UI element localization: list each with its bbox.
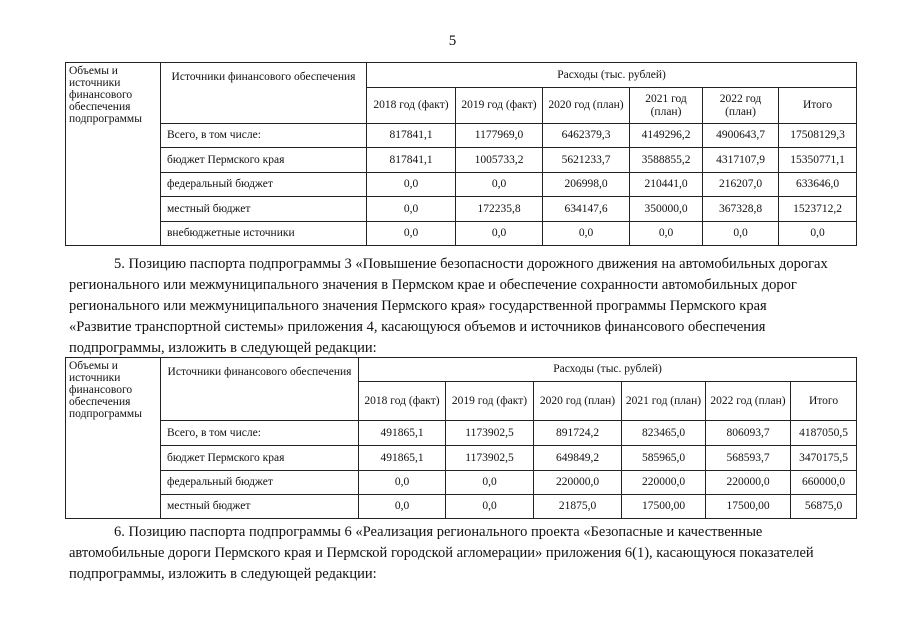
table-row xyxy=(66,148,857,173)
year-header: 2019 год (факт) xyxy=(446,382,534,421)
table-row xyxy=(66,124,857,148)
value-cell: 220000,0 xyxy=(706,471,791,495)
year-header: 2022 год (план) xyxy=(703,88,779,124)
funding-table-subprogram-2 xyxy=(65,62,857,246)
paragraph-line: подпрограммы, изложить в следующей редакции: xyxy=(69,340,377,356)
total-header: Итого xyxy=(779,88,857,124)
paragraph-line: регионального или межмуниципального значения Пермского края» государственной программы Пермского края xyxy=(69,298,767,314)
value-cell: 4187050,5 xyxy=(791,421,857,446)
table-row xyxy=(66,446,857,471)
expenses-header: Расходы (тыс. рублей) xyxy=(367,63,857,88)
paragraph-line: 6. Позицию паспорта подпрограммы 6 «Реализация регионального проекта «Безопасные и качественные xyxy=(114,524,763,540)
year-header: 2021 год (план) xyxy=(630,88,703,124)
value-cell: 1173902,5 xyxy=(446,446,534,471)
value-cell: 15350771,1 xyxy=(779,148,857,173)
table-row xyxy=(66,173,857,197)
value-cell: 817841,1 xyxy=(367,148,456,173)
value-cell: 491865,1 xyxy=(359,446,446,471)
funding-table-subprogram-3 xyxy=(65,357,857,519)
value-cell: 216207,0 xyxy=(703,173,779,197)
value-cell: 17500,00 xyxy=(622,495,706,519)
source-cell: бюджет Пермского края xyxy=(161,148,367,173)
table-row xyxy=(66,197,857,222)
value-cell: 0,0 xyxy=(367,173,456,197)
value-cell: 5621233,7 xyxy=(543,148,630,173)
page-number: 5 xyxy=(448,33,457,49)
value-cell: 56875,0 xyxy=(791,495,857,519)
value-cell: 4149296,2 xyxy=(630,124,703,148)
value-cell: 0,0 xyxy=(703,222,779,246)
table-row xyxy=(66,495,857,519)
table-row xyxy=(66,421,857,446)
value-cell: 17508129,3 xyxy=(779,124,857,148)
value-cell: 220000,0 xyxy=(622,471,706,495)
value-cell: 817841,1 xyxy=(367,124,456,148)
value-cell: 4900643,7 xyxy=(703,124,779,148)
value-cell: 0,0 xyxy=(359,471,446,495)
year-header: 2020 год (план) xyxy=(543,88,630,124)
value-cell: 6462379,3 xyxy=(543,124,630,148)
year-header: 2021 год (план) xyxy=(622,382,706,421)
value-cell: 1177969,0 xyxy=(456,124,543,148)
value-cell: 491865,1 xyxy=(359,421,446,446)
value-cell: 0,0 xyxy=(359,495,446,519)
value-cell: 220000,0 xyxy=(534,471,622,495)
paragraph-6 xyxy=(69,522,866,585)
value-cell: 1173902,5 xyxy=(446,421,534,446)
source-cell: бюджет Пермского края xyxy=(161,446,359,471)
paragraph-line: «Развитие транспортной системы» приложения 4, касающуюся объемов и источников финансового обеспечения xyxy=(69,319,766,335)
sources-header: Источники финансового обеспечения xyxy=(161,63,367,124)
year-header: 2018 год (факт) xyxy=(367,88,456,124)
value-cell: 633646,0 xyxy=(779,173,857,197)
table-row xyxy=(66,222,857,246)
value-cell: 806093,7 xyxy=(706,421,791,446)
paragraph-line: подпрограммы, изложить в следующей редакции: xyxy=(69,566,377,582)
source-cell: федеральный бюджет xyxy=(161,471,359,495)
value-cell: 0,0 xyxy=(543,222,630,246)
source-cell: внебюджетные источники xyxy=(161,222,367,246)
value-cell: 660000,0 xyxy=(791,471,857,495)
value-cell: 3588855,2 xyxy=(630,148,703,173)
value-cell: 3470175,5 xyxy=(791,446,857,471)
value-cell: 649849,2 xyxy=(534,446,622,471)
value-cell: 0,0 xyxy=(446,495,534,519)
total-header: Итого xyxy=(791,382,857,421)
year-header: 2020 год (план) xyxy=(534,382,622,421)
value-cell: 210441,0 xyxy=(630,173,703,197)
source-cell: Всего, в том числе: xyxy=(161,124,367,148)
expenses-header: Расходы (тыс. рублей) xyxy=(359,358,857,382)
value-cell: 350000,0 xyxy=(630,197,703,222)
row-label: Объемы и источники финансового обеспечения подпрограммы xyxy=(66,63,161,246)
year-header: 2022 год (план) xyxy=(706,382,791,421)
value-cell: 823465,0 xyxy=(622,421,706,446)
value-cell: 21875,0 xyxy=(534,495,622,519)
value-cell: 568593,7 xyxy=(706,446,791,471)
value-cell: 1005733,2 xyxy=(456,148,543,173)
source-cell: Всего, в том числе: xyxy=(161,421,359,446)
value-cell: 0,0 xyxy=(630,222,703,246)
row-label: Объемы и источники финансового обеспечения подпрограммы xyxy=(66,358,161,519)
value-cell: 634147,6 xyxy=(543,197,630,222)
value-cell: 172235,8 xyxy=(456,197,543,222)
year-header: 2019 год (факт) xyxy=(456,88,543,124)
paragraph-line: 5. Позицию паспорта подпрограммы 3 «Повышение безопасности дорожного движения на автомобильных дорогах xyxy=(114,256,828,272)
value-cell: 0,0 xyxy=(456,173,543,197)
value-cell: 0,0 xyxy=(779,222,857,246)
value-cell: 0,0 xyxy=(456,222,543,246)
table-row xyxy=(66,471,857,495)
paragraph-line: автомобильные дороги Пермского края и Пермской городской агломерации» приложения 6(1), касающуюся показателей xyxy=(69,545,814,561)
value-cell: 891724,2 xyxy=(534,421,622,446)
year-header: 2018 год (факт) xyxy=(359,382,446,421)
value-cell: 0,0 xyxy=(367,197,456,222)
paragraph-line: регионального или межмуниципального значения в Пермском крае и обеспечение сохранности автомобильных дорог xyxy=(69,277,797,293)
value-cell: 206998,0 xyxy=(543,173,630,197)
value-cell: 0,0 xyxy=(446,471,534,495)
source-cell: местный бюджет xyxy=(161,495,359,519)
value-cell: 4317107,9 xyxy=(703,148,779,173)
paragraph-5 xyxy=(69,254,866,359)
source-cell: федеральный бюджет xyxy=(161,173,367,197)
value-cell: 17500,00 xyxy=(706,495,791,519)
source-cell: местный бюджет xyxy=(161,197,367,222)
value-cell: 1523712,2 xyxy=(779,197,857,222)
sources-header: Источники финансового обеспечения xyxy=(161,358,359,421)
value-cell: 367328,8 xyxy=(703,197,779,222)
value-cell: 0,0 xyxy=(367,222,456,246)
value-cell: 585965,0 xyxy=(622,446,706,471)
